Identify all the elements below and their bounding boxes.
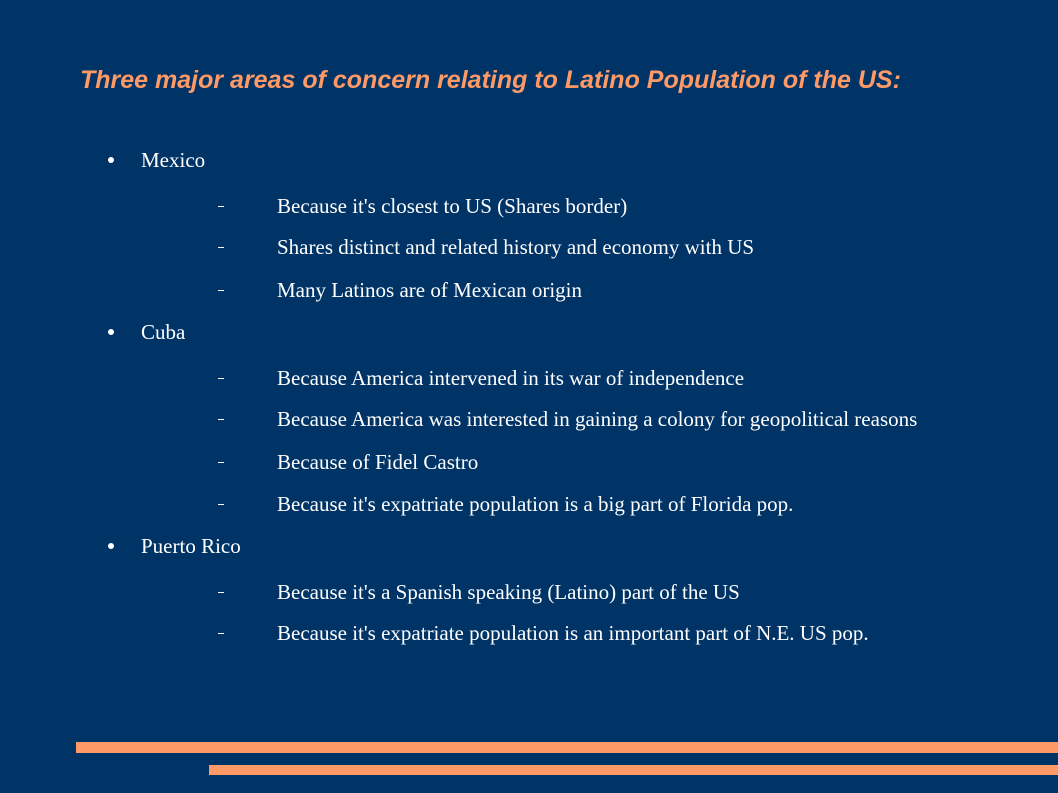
bullet-dot-icon [108,329,114,335]
sub-item-label: Because it's expatriate population is a big part of Florida pop. [277,492,794,516]
dash-bullet-icon [218,504,224,505]
dash-bullet-icon [218,378,224,379]
sub-item-label: Because America intervened in its war of independence [277,366,745,390]
slide-title: Three major areas of concern relating to Latino Population of the US: [80,66,901,94]
sub-item-label: Shares distinct and related history and economy with US [277,235,755,259]
sub-item-label: Because of Fidel Castro [277,450,479,474]
sub-item-label: Because it's expatriate population is an important part of N.E. US pop. [277,621,869,645]
dash-bullet-icon [218,592,224,593]
list-item-label: Mexico [141,148,206,172]
sub-item-label: Because it's closest to US (Shares border) [277,194,628,218]
dash-bullet-icon [218,206,224,207]
dash-bullet-icon [218,633,224,634]
sub-item-label: Many Latinos are of Mexican origin [277,278,582,302]
bullet-dot-icon [108,543,114,549]
bullet-dot-icon [108,157,114,163]
dash-bullet-icon [218,419,224,420]
sub-item-label: Because America was interested in gaining a colony for geopolitical reasons [277,407,918,431]
dash-bullet-icon [218,462,224,463]
decorative-bar-bottom [209,765,1058,775]
list-item-label: Puerto Rico [141,534,241,558]
sub-item-label: Because it's a Spanish speaking (Latino) part of the US [277,580,740,604]
dash-bullet-icon [218,247,224,248]
list-item-label: Cuba [141,320,186,344]
decorative-bar-top [76,742,1058,753]
dash-bullet-icon [218,290,224,291]
